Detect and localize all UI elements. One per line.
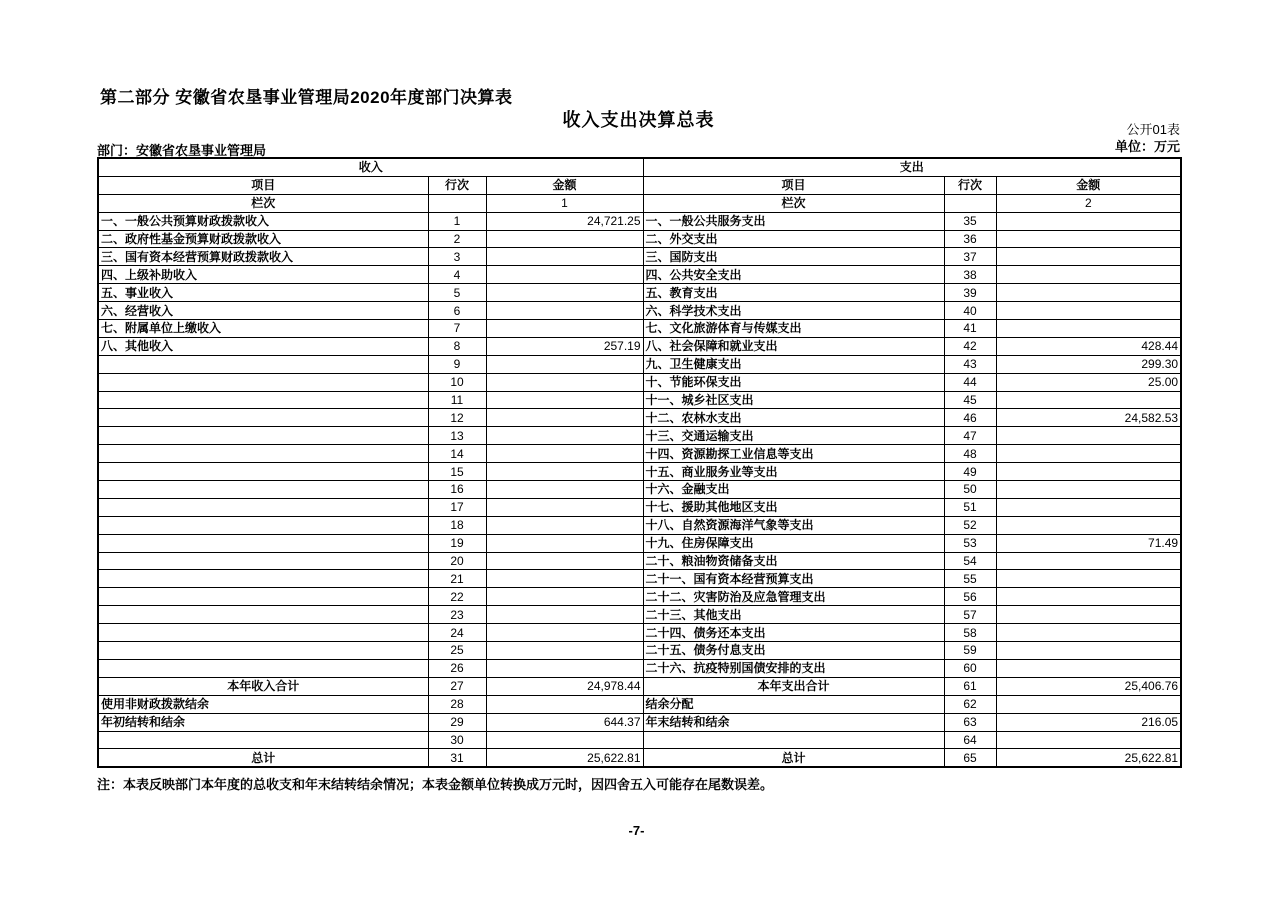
expense-amount-cell [996,624,1181,642]
income-line-cell: 17 [428,498,486,516]
income-line-cell: 28 [428,695,486,713]
income-line-cell: 31 [428,749,486,767]
table-row [98,391,1181,409]
expense-amount-cell [996,391,1181,409]
income-amount-cell [486,427,643,445]
expense-line-cell: 65 [944,749,996,767]
table-row [98,516,1181,534]
income-line-cell: 23 [428,606,486,624]
income-item-cell [98,624,428,642]
table-row [98,373,1181,391]
expense-item-cell: 七、文化旅游体育与传媒支出 [643,320,944,338]
income-item-cell [98,498,428,516]
expense-line-cell: 36 [944,230,996,248]
income-amount-cell: 24,978.44 [486,677,643,695]
expense-line-cell: 38 [944,266,996,284]
expense-line-cell: 47 [944,427,996,445]
expense-amount-cell [996,463,1181,481]
page-number: -7- [628,823,645,838]
expense-amount-cell [996,731,1181,749]
table-row [98,427,1181,445]
table-row [98,445,1181,463]
expense-item-cell: 二十六、抗疫特别国债安排的支出 [643,659,944,677]
table-row [98,659,1181,677]
table-title: 收入支出决算总表 [562,110,715,130]
table-row [98,588,1181,606]
expense-amount-cell: 299.30 [996,355,1181,373]
income-item-cell [98,481,428,499]
expense-amount-cell [996,606,1181,624]
expense-index-label: 栏次 [643,194,944,212]
income-amount-cell: 644.37 [486,713,643,731]
expense-item-cell: 二十五、债务付息支出 [643,642,944,660]
income-amount-cell [486,409,643,427]
expense-amount-cell [996,212,1181,230]
income-item-cell [98,373,428,391]
income-amount-cell [486,248,643,266]
expense-item-cell: 四、公共安全支出 [643,266,944,284]
income-index-line-cell [428,194,486,212]
expense-amount-cell: 25.00 [996,373,1181,391]
income-item-cell: 一、一般公共预算财政拨款收入 [98,212,428,230]
income-amount-cell [486,481,643,499]
table-note: 注：本表反映部门本年度的总收支和年末结转结余情况；本表金额单位转换成万元时，因四舍五入可能存在尾数误差。 [97,777,774,792]
expense-line-cell: 61 [944,677,996,695]
income-item-cell [98,731,428,749]
expense-amount-cell: 25,406.76 [996,677,1181,695]
expense-item-cell: 十三、交通运输支出 [643,427,944,445]
expense-amount-cell [996,516,1181,534]
income-amount-column-header: 金额 [486,176,643,194]
income-item-cell: 使用非财政拨款结余 [98,695,428,713]
income-amount-cell: 25,622.81 [486,749,643,767]
income-line-cell: 5 [428,284,486,302]
income-line-cell: 25 [428,642,486,660]
table-row [98,642,1181,660]
income-amount-cell [486,570,643,588]
income-item-cell [98,552,428,570]
income-amount-cell [486,695,643,713]
expense-amount-cell [996,498,1181,516]
income-line-cell: 30 [428,731,486,749]
expense-line-cell: 35 [944,212,996,230]
income-line-cell: 18 [428,516,486,534]
expense-amount-cell [996,588,1181,606]
expense-amount-cell [996,642,1181,660]
income-section-header: 收入 [98,158,643,176]
income-amount-cell [486,266,643,284]
expense-line-column-header: 行次 [944,176,996,194]
table-row [98,463,1181,481]
expense-amount-cell [996,302,1181,320]
expense-amount-cell [996,659,1181,677]
expense-item-column-header: 项目 [643,176,944,194]
table-row [98,731,1181,749]
expense-item-cell: 结余分配 [643,695,944,713]
income-line-cell: 1 [428,212,486,230]
income-item-cell: 总计 [98,749,428,767]
income-item-cell [98,427,428,445]
income-line-cell: 12 [428,409,486,427]
expense-amount-cell [996,570,1181,588]
income-item-cell [98,391,428,409]
column-header-row [98,176,1181,194]
income-column-index: 1 [486,194,643,212]
income-line-cell: 14 [428,445,486,463]
table-row [98,355,1181,373]
income-amount-cell [486,320,643,338]
income-line-column-header: 行次 [428,176,486,194]
expense-item-cell: 十八、自然资源海洋气象等支出 [643,516,944,534]
expense-item-cell: 十二、农林水支出 [643,409,944,427]
table-row [98,695,1181,713]
income-amount-cell [486,284,643,302]
income-item-cell [98,659,428,677]
income-amount-cell [486,355,643,373]
expense-item-cell: 十四、资源勘探工业信息等支出 [643,445,944,463]
expense-amount-cell: 71.49 [996,534,1181,552]
expense-line-cell: 53 [944,534,996,552]
expense-amount-cell [996,248,1181,266]
income-line-cell: 26 [428,659,486,677]
income-amount-cell [486,445,643,463]
expense-line-cell: 54 [944,552,996,570]
table-row [98,230,1181,248]
income-amount-cell [486,606,643,624]
expense-amount-cell [996,481,1181,499]
expense-amount-column-header: 金额 [996,176,1181,194]
table-row [98,337,1181,355]
income-line-cell: 15 [428,463,486,481]
expense-amount-cell [996,230,1181,248]
expense-line-cell: 46 [944,409,996,427]
expense-amount-cell: 25,622.81 [996,749,1181,767]
income-item-cell [98,606,428,624]
income-item-cell [98,463,428,481]
table-row [98,534,1181,552]
expense-item-cell: 十九、住房保障支出 [643,534,944,552]
form-code-label: 公开01表 [1126,122,1180,137]
income-item-cell: 四、上级补助收入 [98,266,428,284]
table-row [98,212,1181,230]
income-line-cell: 21 [428,570,486,588]
expense-amount-cell [996,552,1181,570]
expense-line-cell: 64 [944,731,996,749]
table-row [98,570,1181,588]
table-row [98,284,1181,302]
column-index-row [98,194,1181,212]
expense-line-cell: 42 [944,337,996,355]
table-row [98,248,1181,266]
income-amount-cell [486,534,643,552]
expense-line-cell: 48 [944,445,996,463]
expense-line-cell: 41 [944,320,996,338]
expense-line-cell: 62 [944,695,996,713]
table-row [98,606,1181,624]
expense-line-cell: 51 [944,498,996,516]
income-line-cell: 29 [428,713,486,731]
income-line-cell: 11 [428,391,486,409]
expense-line-cell: 58 [944,624,996,642]
table-row [98,481,1181,499]
expense-item-cell: 三、国防支出 [643,248,944,266]
income-amount-cell [486,463,643,481]
expense-item-cell: 二十二、灾害防治及应急管理支出 [643,588,944,606]
expense-item-cell: 二十三、其他支出 [643,606,944,624]
income-item-cell [98,445,428,463]
income-item-column-header: 项目 [98,176,428,194]
table-row [98,552,1181,570]
expense-item-cell: 十七、援助其他地区支出 [643,498,944,516]
expense-item-cell: 十、节能环保支出 [643,373,944,391]
expense-line-cell: 59 [944,642,996,660]
income-line-cell: 6 [428,302,486,320]
income-item-cell: 三、国有资本经营预算财政拨款收入 [98,248,428,266]
expense-amount-cell [996,266,1181,284]
income-item-cell: 七、附属单位上缴收入 [98,320,428,338]
income-item-cell: 五、事业收入 [98,284,428,302]
expense-item-cell: 二十一、国有资本经营预算支出 [643,570,944,588]
part-title: 第二部分 安徽省农垦事业管理局2020年度部门决算表 [100,88,513,107]
table-row [98,320,1181,338]
expense-item-cell: 总计 [643,749,944,767]
income-amount-cell [486,516,643,534]
expense-amount-cell: 24,582.53 [996,409,1181,427]
expense-item-cell: 本年支出合计 [643,677,944,695]
expense-line-cell: 37 [944,248,996,266]
table-row [98,749,1181,767]
income-item-cell: 八、其他收入 [98,337,428,355]
final-accounts-table [97,157,1182,768]
income-index-label: 栏次 [98,194,428,212]
income-item-cell [98,588,428,606]
income-amount-cell [486,624,643,642]
income-line-cell: 3 [428,248,486,266]
table-row [98,266,1181,284]
income-item-cell: 二、政府性基金预算财政拨款收入 [98,230,428,248]
expense-item-cell: 五、教育支出 [643,284,944,302]
income-line-cell: 20 [428,552,486,570]
income-amount-cell [486,302,643,320]
expense-item-cell: 六、科学技术支出 [643,302,944,320]
expense-amount-cell [996,695,1181,713]
expense-line-cell: 50 [944,481,996,499]
income-line-cell: 10 [428,373,486,391]
expense-item-cell: 年末结转和结余 [643,713,944,731]
section-header-row [98,158,1181,176]
unit-label: 单位：万元 [1114,139,1180,154]
income-item-cell [98,570,428,588]
income-line-cell: 27 [428,677,486,695]
income-item-cell [98,355,428,373]
income-line-cell: 7 [428,320,486,338]
income-amount-cell [486,391,643,409]
income-line-cell: 8 [428,337,486,355]
table-row [98,677,1181,695]
income-amount-cell: 257.19 [486,337,643,355]
expense-line-cell: 44 [944,373,996,391]
expense-item-cell: 二十四、债务还本支出 [643,624,944,642]
income-item-cell [98,516,428,534]
expense-amount-cell [996,320,1181,338]
expense-item-cell: 十五、商业服务业等支出 [643,463,944,481]
expense-amount-cell [996,284,1181,302]
income-line-cell: 24 [428,624,486,642]
income-item-cell: 年初结转和结余 [98,713,428,731]
expense-item-cell: 二、外交支出 [643,230,944,248]
income-amount-cell [486,659,643,677]
expense-line-cell: 63 [944,713,996,731]
expense-line-cell: 57 [944,606,996,624]
income-line-cell: 4 [428,266,486,284]
department-label: 部门：安徽省农垦事业管理局 [97,143,267,158]
expense-index-line-cell [944,194,996,212]
income-amount-cell [486,642,643,660]
expense-line-cell: 49 [944,463,996,481]
income-item-cell [98,642,428,660]
expense-item-cell: 八、社会保障和就业支出 [643,337,944,355]
income-item-cell: 六、经营收入 [98,302,428,320]
expense-line-cell: 56 [944,588,996,606]
income-line-cell: 19 [428,534,486,552]
expense-line-cell: 40 [944,302,996,320]
expense-item-cell: 九、卫生健康支出 [643,355,944,373]
income-amount-cell [486,373,643,391]
expense-line-cell: 55 [944,570,996,588]
expense-line-cell: 39 [944,284,996,302]
table-row [98,624,1181,642]
income-amount-cell: 24,721.25 [486,212,643,230]
income-line-cell: 13 [428,427,486,445]
expense-amount-cell: 428.44 [996,337,1181,355]
expense-section-header: 支出 [643,158,1181,176]
table-row [98,409,1181,427]
expense-item-cell: 一、一般公共服务支出 [643,212,944,230]
expense-line-cell: 45 [944,391,996,409]
expense-amount-cell [996,427,1181,445]
table-row [98,302,1181,320]
income-item-cell [98,534,428,552]
income-line-cell: 22 [428,588,486,606]
income-line-cell: 16 [428,481,486,499]
income-amount-cell [486,498,643,516]
income-line-cell: 2 [428,230,486,248]
expense-line-cell: 43 [944,355,996,373]
income-item-cell [98,409,428,427]
expense-amount-cell: 216.05 [996,713,1181,731]
expense-line-cell: 60 [944,659,996,677]
expense-column-index: 2 [996,194,1181,212]
table-row [98,713,1181,731]
expense-item-cell: 二十、粮油物资储备支出 [643,552,944,570]
income-amount-cell [486,552,643,570]
income-amount-cell [486,731,643,749]
expense-item-cell: 十一、城乡社区支出 [643,391,944,409]
expense-line-cell: 52 [944,516,996,534]
expense-item-cell [643,731,944,749]
table-row [98,498,1181,516]
expense-amount-cell [996,445,1181,463]
expense-item-cell: 十六、金融支出 [643,481,944,499]
income-amount-cell [486,230,643,248]
income-amount-cell [486,588,643,606]
income-line-cell: 9 [428,355,486,373]
income-item-cell: 本年收入合计 [98,677,428,695]
